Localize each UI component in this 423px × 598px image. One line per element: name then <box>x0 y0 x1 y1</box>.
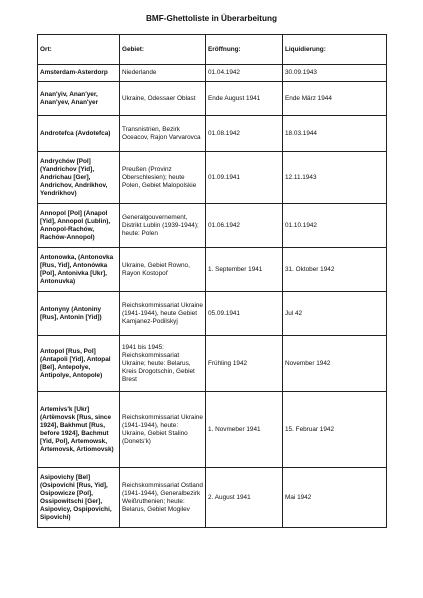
cell-liquidation: 12.11.1943 <box>283 152 387 204</box>
cell-liquidation: 18.03.1944 <box>283 116 387 152</box>
table-header-row <box>38 35 387 65</box>
cell-place: Artemivs'k [Ukr] (Artëmovsk [Rus, since 1924], Bakhmut [Rus, before 1924], Bachmut [Yid, Pol], Artemowsk, Artemovsk, Artiomovsk) <box>38 392 120 468</box>
cell-region: 1941 bis 1945: Reichskommissariat Ukraine; heute: Belarus, Kreis Drogotschin, Gebiet Brest <box>120 336 206 392</box>
cell-place: Anan'yiv, Anan'yer, Anan'yev, Anan'yer <box>38 82 120 116</box>
column-header-place: Ort: <box>38 35 120 65</box>
cell-liquidation: 15. Februar 1942 <box>283 392 387 468</box>
table-row <box>38 204 387 248</box>
cell-place: Asipovichy [Bel] (Osipovichi [Rus, Yid], Osipowicze [Pol], Ossipowitschi [Ger], Asipovicy, Ospipovichi, Sipovichi) <box>38 468 120 528</box>
cell-region: Reichskommissariat Ukraine (1941-1944), heute Gebiet Kamjanez-Podilskyj <box>120 292 206 336</box>
cell-region: Ukraine, Gebiet Rowno, Rayon Kostopol' <box>120 248 206 292</box>
table-row <box>38 82 387 116</box>
cell-liquidation: November 1942 <box>283 336 387 392</box>
table-row <box>38 248 387 292</box>
cell-opening: Frühling 1942 <box>206 336 283 392</box>
cell-liquidation: Ende März 1944 <box>283 82 387 116</box>
table-row <box>38 116 387 152</box>
cell-opening: 2. August 1941 <box>206 468 283 528</box>
cell-liquidation: 30.09.1943 <box>283 65 387 82</box>
table-row <box>38 468 387 528</box>
cell-liquidation: Jul 42 <box>283 292 387 336</box>
cell-region: Niederlande <box>120 65 206 82</box>
table-row <box>38 336 387 392</box>
cell-region: Reichskommissariat Ukraine (1941-1944), heute: Ukraine, Gebiet Stalino (Donets'k) <box>120 392 206 468</box>
cell-region: Transnistrien, Bezirk Oceacov, Rajon Varvarovca <box>120 116 206 152</box>
cell-liquidation: Mai 1942 <box>283 468 387 528</box>
table-row <box>38 152 387 204</box>
cell-region: Preußen (Provinz Oberschlesien); heute Polen, Gebiet Malopolskie <box>120 152 206 204</box>
cell-opening: 1. Novmeber 1941 <box>206 392 283 468</box>
cell-opening: 01.08.1942 <box>206 116 283 152</box>
cell-region: Generalgouvernement, Distrikt Lublin (1939-1944); heute: Polen <box>120 204 206 248</box>
table-row <box>38 292 387 336</box>
cell-opening: Ende August 1941 <box>206 82 283 116</box>
column-header-region: Gebiet: <box>120 35 206 65</box>
cell-opening: 01.09.1941 <box>206 152 283 204</box>
cell-opening: 1. September 1941 <box>206 248 283 292</box>
cell-opening: 01.06.1942 <box>206 204 283 248</box>
cell-place: Antopol [Rus, Pol] (Antapoli [Yid], Antopal [Bel], Antepolye, Antipolye, Antopole) <box>38 336 120 392</box>
cell-region: Ukraine, Odessaer Oblast <box>120 82 206 116</box>
column-header-opening: Eröffnung: <box>206 35 283 65</box>
cell-place: Antonowka, (Antonovka [Rus, Yid], Antonówka [Pol], Antonivka [Ukr], Antonuvka) <box>38 248 120 292</box>
cell-liquidation: 01.10.1942 <box>283 204 387 248</box>
table-row <box>38 65 387 82</box>
table-row <box>38 392 387 468</box>
cell-opening: 01.04.1942 <box>206 65 283 82</box>
cell-place: Amsterdam-Asterdorp <box>38 65 120 82</box>
cell-opening: 05.09.1941 <box>206 292 283 336</box>
column-header-liquidation: Liquidierung: <box>283 35 387 65</box>
cell-place: Annopol [Pol] (Anapol [Yid], Annopol (Lublin), Annopol-Rachów, Rachów-Annopol) <box>38 204 120 248</box>
cell-place: Andrychów [Pol] (Yandrichov [Yid], Andrichau [Ger], Andrichov, Andrikhov, Yendrikhov) <box>38 152 120 204</box>
cell-region: Reichskommissariat Ostland (1941-1944), Generalbezirk Weißruthenien; heute: Belarus, Gebiet Mogilev <box>120 468 206 528</box>
cell-place: Antonyny (Antoniny [Rus], Antonin [Yid]) <box>38 292 120 336</box>
page-title: BMF-Ghettoliste in Überarbeitung <box>146 14 277 23</box>
cell-liquidation: 31. Oktober 1942 <box>283 248 387 292</box>
cell-place: Androtefca (Avdotefca) <box>38 116 120 152</box>
ghetto-table <box>37 34 387 528</box>
